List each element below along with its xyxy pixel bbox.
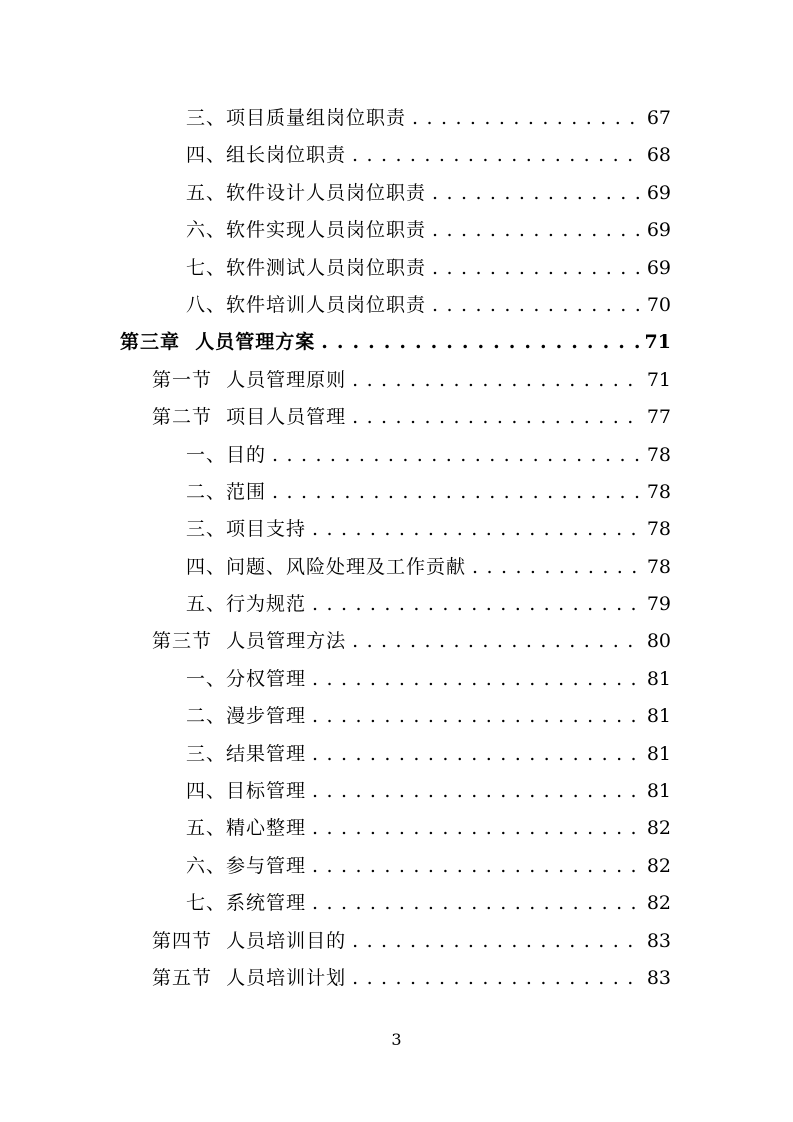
toc-entry-page: 79 [646,593,671,616]
toc-entry[interactable] [0,137,793,174]
toc-entry-page: 71 [646,368,671,391]
toc-dot-leader [432,212,641,249]
toc-dot-leader [312,810,641,847]
toc-dot-leader [312,773,641,810]
toc-entry-page: 81 [646,667,671,690]
toc-dot-leader [272,437,641,474]
toc-dot-leader [312,511,641,548]
toc-dot-leader [312,586,641,623]
toc-entry[interactable] [0,100,793,137]
toc-entry[interactable] [0,698,793,735]
toc-entry-page: 78 [646,555,671,578]
toc-entry[interactable] [0,586,793,623]
toc-entry-title: 三、项目质量组岗位职责 [186,107,407,129]
toc-dot-leader [432,175,641,212]
toc-entry-title: 六、软件实现人员岗位职责 [186,219,427,242]
toc-dot-leader [432,287,641,324]
toc-entry[interactable] [0,175,793,212]
toc-entry-title: 第一节 人员管理原则 [152,368,347,391]
toc-entry[interactable] [0,848,793,885]
toc-entry[interactable] [0,661,793,698]
toc-entry-title: 第三节 人员管理方法 [152,630,347,653]
toc-dot-leader [312,885,641,922]
toc-dot-leader [432,250,641,287]
toc-entry-title: 二、范围 [186,480,267,503]
toc-dot-leader [352,362,641,399]
toc-entry[interactable] [0,736,793,773]
toc-entry-title: 五、精心整理 [186,817,307,840]
toc-entry[interactable] [0,474,793,511]
toc-entry-page: 81 [646,780,671,803]
toc-entry-title: 六、参与管理 [186,854,307,877]
toc-dot-leader [352,960,641,997]
toc-entry-page: 78 [646,518,671,541]
toc-entry[interactable] [0,773,793,810]
toc-entry-page: 81 [646,742,671,765]
toc-entry-title: 一、目的 [186,443,267,466]
page-number: 3 [391,1030,402,1049]
toc-dot-leader [472,549,641,586]
toc-entry-title: 四、目标管理 [186,780,307,803]
toc-entry[interactable] [0,511,793,548]
toc-entry-title: 四、组长岗位职责 [186,144,347,167]
toc-entry-page: 68 [646,144,671,167]
toc-entry-title: 五、软件设计人员岗位职责 [186,181,427,204]
toc-entry-title: 三、结果管理 [186,742,307,765]
toc-entry-page: 67 [646,107,671,129]
toc-entry-page: 82 [646,817,671,840]
toc-entry-page: 83 [646,966,671,989]
toc-entry-page: 78 [646,443,671,466]
toc-entry[interactable] [0,810,793,847]
toc-entry-title: 八、软件培训人员岗位职责 [186,293,427,316]
toc-entry-page: 69 [646,181,671,204]
toc-entry-page: 82 [646,854,671,877]
toc-entry[interactable] [0,923,793,960]
toc-entry-title: 二、漫步管理 [186,705,307,728]
toc-entry-page: 70 [646,293,671,316]
toc-dot-leader [352,399,641,436]
toc-entry-page: 71 [644,331,671,354]
toc-dot-leader [352,623,641,660]
toc-dot-leader [352,923,641,960]
toc-dot-leader [352,137,641,174]
toc-entry-title: 七、软件测试人员岗位职责 [186,256,427,279]
toc-dot-leader [312,698,641,735]
toc-entry-title: 第四节 人员培训目的 [152,929,347,952]
toc-entry-page: 77 [646,406,671,429]
toc-entry-page: 69 [646,219,671,242]
toc-entry[interactable] [0,623,793,660]
toc-entry[interactable] [0,885,793,922]
toc-dot-leader [312,848,641,885]
toc-entry-page: 80 [646,630,671,653]
toc-dot-leader [272,474,641,511]
toc-entry-page: 83 [646,929,671,952]
toc-entry[interactable] [0,212,793,249]
toc-entry-title: 第二节 项目人员管理 [152,406,347,429]
toc-dot-leader [412,100,641,137]
toc-entry-page: 82 [646,892,671,915]
toc-entry-page: 78 [646,480,671,503]
toc-entry-title: 一、分权管理 [186,667,307,690]
toc-entry-title: 第三章 人员管理方案 [120,331,316,354]
toc-entry[interactable] [0,549,793,586]
toc-dot-leader [312,736,641,773]
toc-entry-title: 七、系统管理 [186,892,307,915]
toc-entry[interactable] [0,250,793,287]
toc-entry[interactable] [0,324,793,361]
toc-entry-title: 三、项目支持 [186,518,307,541]
toc-entry[interactable] [0,960,793,997]
toc-entry-page: 69 [646,256,671,279]
toc-entry-title: 五、行为规范 [186,593,307,616]
toc-entry-title: 第五节 人员培训计划 [152,966,347,989]
toc-dot-leader [321,324,638,361]
toc-dot-leader [312,661,641,698]
table-of-contents [0,100,793,997]
toc-entry-title: 四、问题、风险处理及工作贡献 [186,555,467,578]
toc-entry[interactable] [0,399,793,436]
toc-entry[interactable] [0,287,793,324]
toc-entry[interactable] [0,437,793,474]
toc-entry-page: 81 [646,705,671,728]
toc-entry[interactable] [0,362,793,399]
